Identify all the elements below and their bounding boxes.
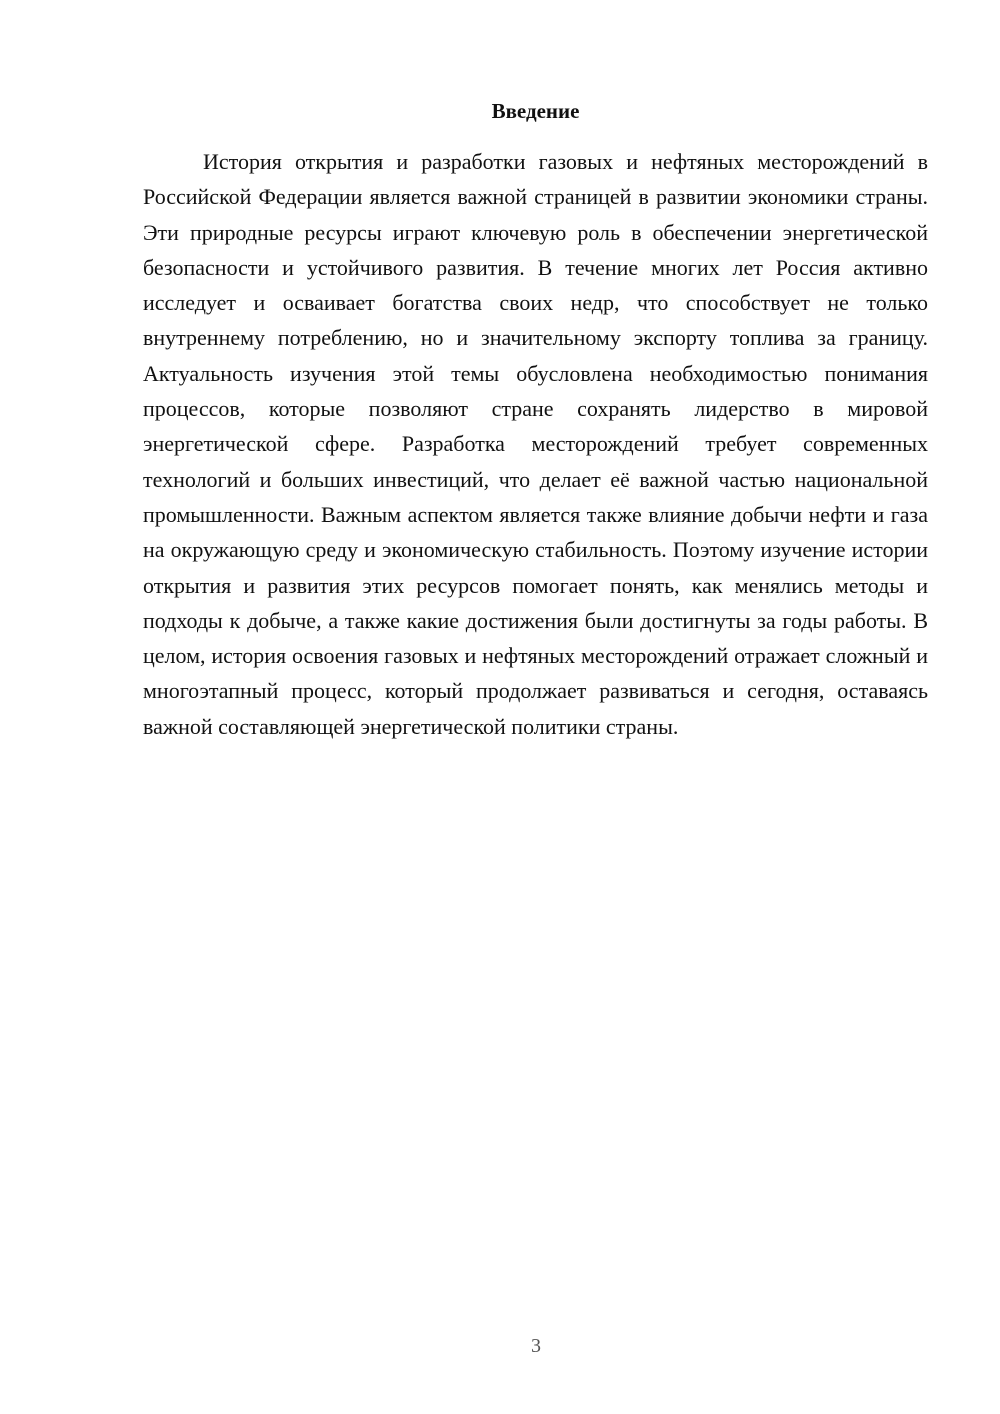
body-paragraph: История открытия и разработки газовых и нефтяных месторождений в Российской Федерации является важной страницей в развитии экономики страны. Эти природные ресурсы играют ключевую роль в обеспечении энергетической безопасности и устойчивого развития. В течение многих лет Россия активно исследует и осваивает богатства своих недр, что способствует не только внутреннему потреблению, но и значительному экспорту топлива за границу. Актуальность изучения этой темы обусловлена необходимостью понимания процессов, которые позволяют стране сохранять лидерство в мировой энергетической сфере. Разработка месторождений требует современных технологий и больших инвестиций, что делает её важной частью национальной промышленности. Важным аспектом является также влияние добычи нефти и газа на окружающую среду и экономическую стабильность. Поэтому изучение истории открытия и развития этих ресурсов помогает понять, как менялись методы и подходы к добыче, а также какие достижения были достигнуты за годы работы. В целом, история освоения газовых и нефтяных месторождений отражает сложный и многоэтапный процесс, который продолжает развиваться и сегодня, оставаясь важной составляющей энергетической политики страны. [143,149,928,739]
page-number: 3 [531,1335,541,1357]
section-heading: Введение [491,99,580,123]
